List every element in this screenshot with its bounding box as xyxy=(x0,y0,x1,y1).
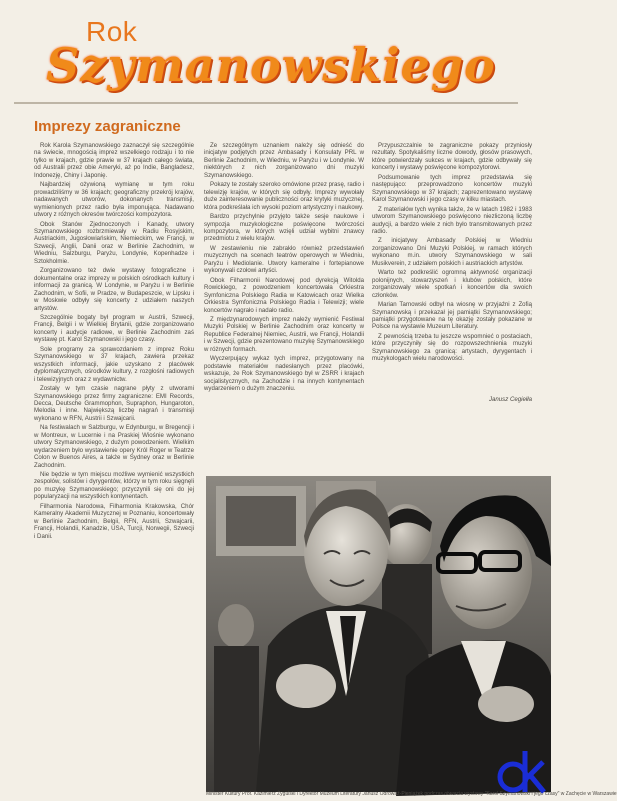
article-paragraph: W zestawieniu nie zabrakło również przedstawień muzycznych na scenach teatrów operowych w Wiedniu, Paryżu i Mediolanie. Utwory kameralne i fortepianowe wykonywali czołowi artyści. xyxy=(204,244,364,275)
article-paragraph: Zorganizowano też dwie wystawy fotograficzne i dokumentalne oraz imprezy w polskich ośrodkach kultury i informacji za granicą. W Londynie, w Paryżu i w Berlinie Zachodnim, w Sofii, w Pradze, w Budapeszcie, w Lipsku i w Moskwie odbyły się koncerty z udziałem naszych artystów. xyxy=(34,267,194,312)
article-paragraph: Przypuszczalnie te zagraniczne pokazy przyniosły rezultaty. Spotykaliśmy liczne dowody, głosów prasowych, które potwierdzały sukces w krajach, gdzie odbywały się koncerty i wystawy poświęcone kompozytorowi. xyxy=(372,142,532,172)
article-paragraph: Wyczerpujący wykaz tych imprez, przygotowany na podstawie materiałów nadesłanych przez placówki, wskazuje, że Rok Szymanowskiego był w ZSRR i krajach socjalistycznych, na Zachodzie i na innych kontynentach wydarzeniem o dużym znaczeniu. xyxy=(204,355,364,393)
article-column-1 xyxy=(34,142,194,800)
dk-logo-icon xyxy=(494,716,546,796)
article-paragraph: Na festiwalach w Salzburgu, w Edynburgu, w Bregencji i w Montreux, w Lucernie i na Praskiej Wiośnie wykonano utwory Szymanowskiego, z dużym powodzeniem. Wielkim wydarzeniem było wystawienie opery Król Roger w Teatrze Colon w Buenos Aires, a także w Sydney oraz w Berlinie Zachodnim. xyxy=(34,424,194,469)
article-paragraph: Ze szczególnym uznaniem należy się odnieść do inicjatyw podjętych przez Ambasady i Konsulaty PRL w Berlinie Zachodnim, w Wiedniu, w Paryżu i w Londynie. W niektórych z nich zorganizowano dni muzyki Szymanowskiego. xyxy=(204,142,364,179)
article-column-2 xyxy=(204,142,364,472)
article-paragraph: Najbardziej ożywioną wymianę w tym roku prowadziliśmy w 36 krajach; geograficzny przekrój krajów, nadawanych utworów, dokonanych transmisji, wymienionych przez radio była imponująca. Nadawano utwory z różnych okresów twórczości kompozytora. xyxy=(34,181,194,219)
article-paragraph: Filharmonia Narodowa, Filharmonia Krakowska, Chór Kameralny Akademii Muzycznej w Poznaniu, koncertowały w Berlinie Zachodnim, Belgii, RFN, Austrii, Szwajcarii, Francji, Holandii, Kanadzie, USA, Turcji, Norwegii, Szwecji i Danii. xyxy=(34,502,194,540)
article-column-3 xyxy=(372,142,532,392)
article-paragraph: Pokazy te zostały szeroko omówione przez prasę, radio i telewizję krajów, w których się odbyły. Imprezy wywołały duże zainteresowanie publiczności oraz krytyki muzycznej, która podkreślała ich wysoki poziom artystyczny i naukowy. xyxy=(204,181,364,211)
author-signature: Janusz Cegiełła xyxy=(488,396,532,403)
article-paragraph: Z inicjatywy Ambasady Polskiej w Wiedniu zorganizowano Dni Muzyki Polskiej, w ramach których wykonano m.in. utwory Szymanowskiego w sali Musikverein, z udziałem polskich i austriackich artystów. xyxy=(372,237,532,267)
section-title: Imprezy zagraniczne xyxy=(34,118,181,135)
publisher-logo xyxy=(494,716,546,796)
article-paragraph: Z pewnością trzeba tu jeszcze wspomnieć o postaciach, które przyczyniły się do rozpowszechnienia muzyki Szymanowskiego za granicą: artystach, dyrygentach i muzykologach wielu narodowości. xyxy=(372,332,532,363)
article-paragraph: Marian Tarnowski odbył na wiosnę w przyjaźni z Zofią Szymanowską i przekazał jej pamiątki Szymanowskiego; pamiątki przygotowane na tę okazję zostały pokazane w Polsce na wystawie Muzeum Literatury. xyxy=(372,301,532,331)
article-paragraph: Obok Stanów Zjednoczonych i Kanady, utwory Szymanowskiego rozbrzmiewały w Radiu Rosyjskim, Austriackim, Jugosłowiańskim, Niemieckim, we Francji, w Szwecji, Anglii, Danii oraz w Berlinie Zachodnim, w Wiedniu, Salzburgu, Paryżu, Londynie, Kopenhadze i Sztokholmie. xyxy=(34,220,194,265)
masthead-small-title: Rok xyxy=(86,16,138,47)
article-paragraph: Z materiałów tych wynika także, że w latach 1982 i 1983 utworom Szymanowskiego poświęcono niezliczoną liczbę audycji, a bardzo wiele z nich było transmitowanych przez radio. xyxy=(372,205,532,235)
photo-caption: Minister Kultury Prof. Kazimierz Żygulski i Dyrektor Muzeum Literatury Janusz Odrowąż-Pieniążek podczas otwarcia wystawy "Karol Szymanowski i jego czasy" w Zachęcie w Warszawie xyxy=(206,791,617,797)
article-paragraph: Obok Filharmonii Narodowej pod dyrekcją Witolda Rowickiego, z powodzeniem koncertowała Orkiestra Symfoniczna Polskiego Radia w Katowicach oraz Wielka Orkiestra Symfoniczna Polskiego Radia i Telewizji; wiele koncertów nagrało i nadało radio. xyxy=(204,276,364,314)
article-paragraph: Warto też podkreślić ogromną aktywność organizacji polonijnych, stowarzyszeń i klubów polskich, które zorganizowały wiele spotkań i koncertów dla swoich członków. xyxy=(372,269,532,299)
article-paragraph: Sole programy za sprawozdaniem z imprez Roku Szymanowskiego w 37 krajach, zawiera przekaz wszystkich informacji, jakie uzyskano z placówek dyplomatycznych, ośrodków kultury, z rozgłośni radiowych i telewizyjnych oraz z wydawnictw. xyxy=(34,345,194,383)
article-paragraph: Podsumowanie tych imprez przedstawia się następująco: przeprowadzono koncertów muzyki Szymanowskiego w 37 krajach; zaprezentowano wystawę Karol Szymanowski i jego czasy w kilku miastach. xyxy=(372,173,532,204)
article-paragraph: Bardzo przychylnie przyjęto także sesje naukowe i sympozja muzykologiczne poświęcone twórczości kompozytora, w których wzięli udział wybitni znawcy przedmiotu z wielu krajów. xyxy=(204,213,364,243)
masthead-divider xyxy=(14,102,518,104)
article-paragraph: Szczególnie bogaty był program w Austrii, Szwecji, Francji, Belgii i w Wielkiej Brytanii, gdzie zorganizowano koncerty i audycje radiowe, w Berlinie Zachodnim zaś wystawę pt. Karol Szymanowski i jego czasy. xyxy=(34,313,194,344)
logo-text: dk xyxy=(494,716,544,757)
article-paragraph: Rok Karola Szymanowskiego zaznaczył się szczególnie na świecie, mnogością imprez wszelkiego rodzaju i to nie tylko w krajach, gdzie prawie w 37 krajach całego świata, od Australii przez obie Ameryki, aż po Indie, Bangladesz, Indonezję, Chiny i Japonię. xyxy=(34,142,194,179)
article-paragraph: Nie będzie w tym miejscu możliwe wymienić wszystkich zespołów, solistów i dyrygentów, którzy w tym roku sięgnęli po muzykę Szymanowskiego; przyczynili się oni do jej popularyzacji na wszystkich kontynentach. xyxy=(34,471,194,501)
masthead xyxy=(18,10,538,106)
article-paragraph: Zostały w tym czasie nagrane płyty z utworami Szymanowskiego przez firmy zagraniczne: EMI Records, Decca, Deutsche Grammophon, Supraphon, Hungaroton, Melodia i inne. Największą liczbę nagrań i transmisji wykonano w RFN, Austrii i Szwajcarii. xyxy=(34,385,194,422)
article-paragraph: Z międzynarodowych imprez należy wymienić Festiwal Muzyki Polskiej w Berlinie Zachodnim oraz koncerty w Republice Federalnej Niemiec, Austrii, we Francji, Holandii i w Szwecji, gdzie prezentowano muzykę Szymanowskiego w różnych formach. xyxy=(204,315,364,353)
masthead-title: Szymanowskiego xyxy=(46,38,496,92)
